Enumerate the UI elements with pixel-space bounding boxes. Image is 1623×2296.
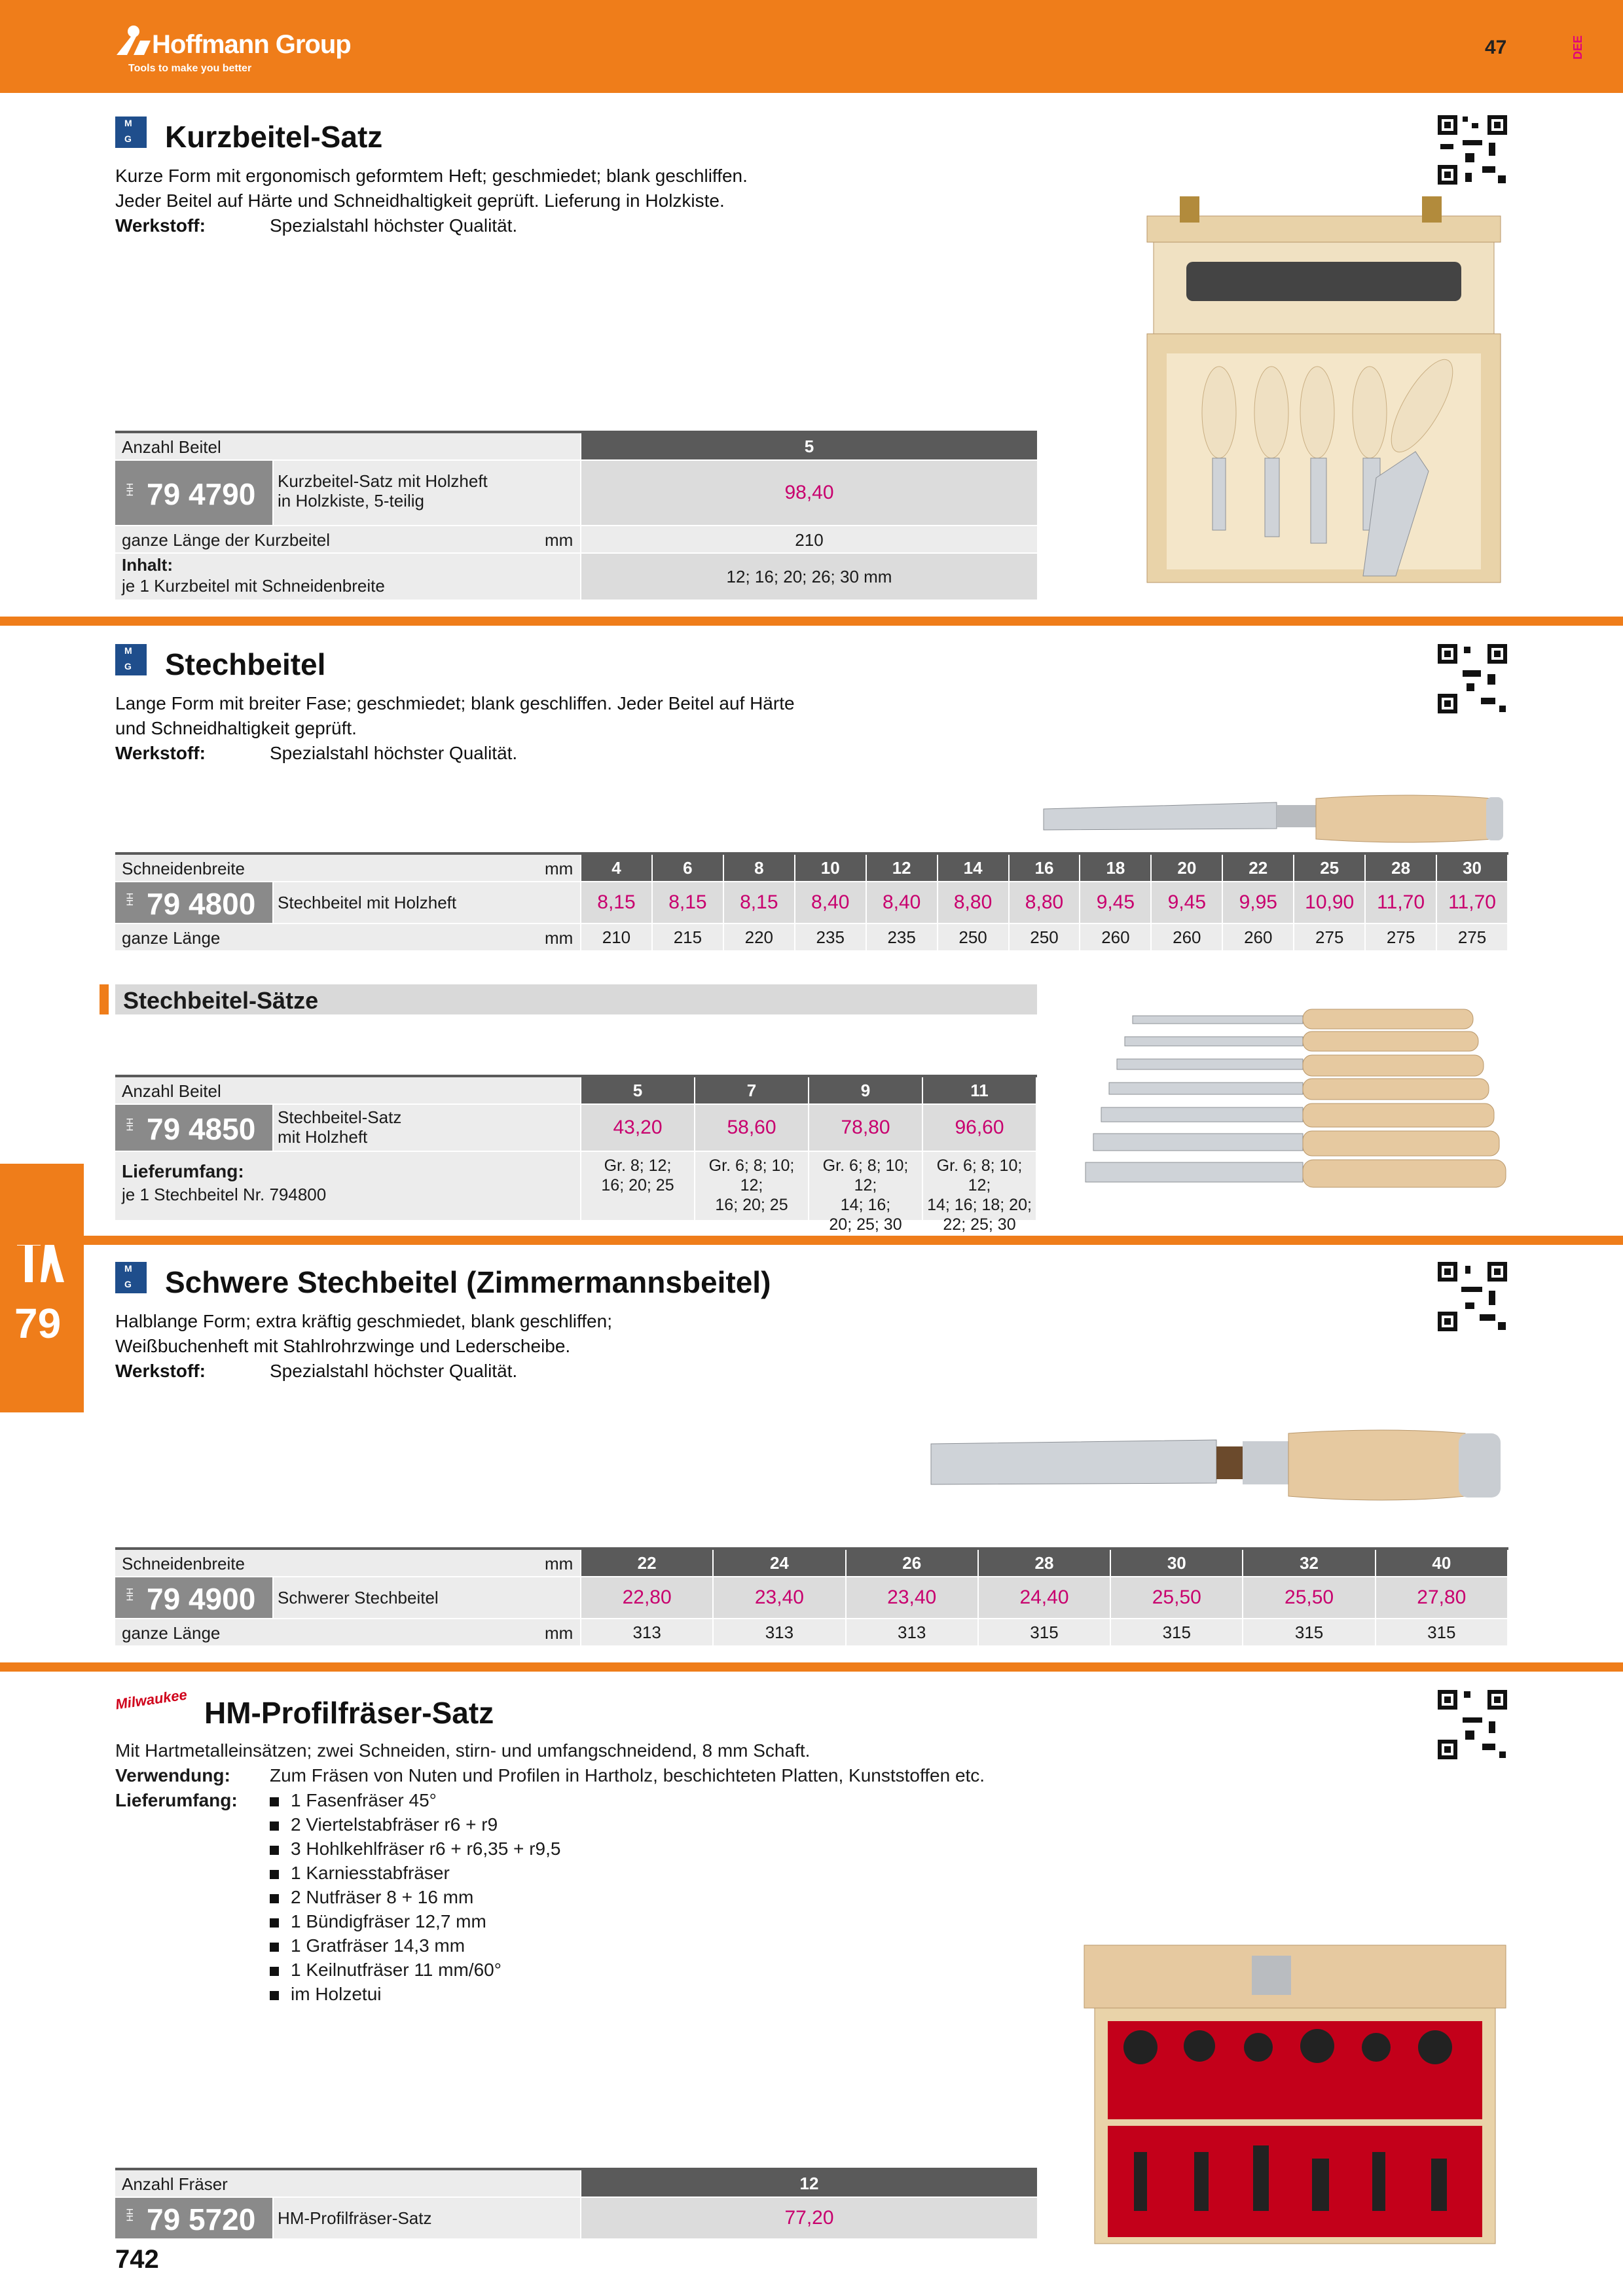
price-cell: 27,80	[1376, 1577, 1507, 1618]
width-header-cell: 8	[724, 855, 794, 881]
width-header-cell: 22	[581, 1550, 712, 1576]
contents-value: 12; 16; 20; 26; 30 mm	[581, 554, 1037, 600]
subsection-title: Stechbeitel-Sätze	[123, 987, 319, 1014]
article-number-box: HH 79 5720	[115, 2198, 272, 2238]
mg-brand-icon: M G	[115, 1262, 147, 1293]
table-header-label-cell: Anzahl Beitel	[115, 433, 580, 459]
bullet-icon	[270, 1797, 279, 1806]
subsection-bar	[115, 984, 1037, 1014]
material-label: Werkstoff:	[115, 743, 206, 763]
material-value: Spezialstahl höchster Qualität.	[270, 215, 518, 236]
qr-code-icon[interactable]	[1436, 643, 1508, 715]
price-cell: 22,80	[581, 1577, 712, 1618]
price-cell: 43,20	[581, 1105, 694, 1151]
width-header-cell: 20	[1152, 855, 1222, 881]
section-title-kurzbeitel: Kurzbeitel-Satz	[165, 120, 383, 154]
price-cell: 11,70	[1366, 882, 1436, 923]
table-header-label-cell: Schneidenbreite mm	[115, 1550, 580, 1576]
contents-label-row: Inhalt: je 1 Kurzbeitel mit Schneidenbreite	[115, 554, 580, 600]
length-value: 210	[581, 526, 1037, 552]
desc-line: und Schneidhaltigkeit geprüft.	[115, 718, 357, 738]
price-cell: 25,50	[1111, 1577, 1242, 1618]
mg-brand-icon: M G	[115, 644, 147, 675]
length-cell: 235	[795, 924, 866, 950]
length-cell: 315	[979, 1619, 1110, 1645]
price-cell: 78,80	[809, 1105, 922, 1151]
article-desc: Kurzbeitel-Satz mit Holzheft in Holzkiste, 5-teilig	[274, 461, 580, 525]
article-number-box: HH 79 4900	[115, 1577, 272, 1618]
delivery-label-row: Lieferumfang: je 1 Stechbeitel Nr. 794800	[115, 1152, 580, 1220]
width-header-cell: 4	[581, 855, 651, 881]
width-header-cell: 40	[1376, 1550, 1507, 1576]
bullet-icon	[270, 1894, 279, 1903]
mg-brand-icon: M G	[115, 117, 147, 148]
length-cell: 235	[867, 924, 937, 950]
length-cell: 260	[1152, 924, 1222, 950]
length-cell: 275	[1366, 924, 1436, 950]
contents-line: Gr. 8; 12;	[604, 1157, 672, 1175]
price-cell: 8,80	[938, 882, 1008, 923]
bullet-icon	[270, 1918, 279, 1928]
page-number: 742	[115, 2245, 159, 2274]
price-cell: 98,40	[581, 461, 1037, 525]
price-cell: 23,40	[847, 1577, 977, 1618]
delivery-list	[270, 1788, 560, 2006]
price-cell: 10,90	[1294, 882, 1364, 923]
contents-line: 22; 25; 30	[943, 1215, 1016, 1234]
contents-line: 14; 16; 18; 20;	[927, 1196, 1032, 1214]
count-header-cell: 7	[695, 1077, 808, 1103]
list-item: 2 Viertelstabfräser r6 + r9	[270, 1812, 560, 1837]
desc-line: Mit Hartmetalleinsätzen; zwei Schneiden, stirn- und umfangschneidend, 8 mm Schaft.	[115, 1740, 811, 1761]
price-cell: 9,45	[1080, 882, 1150, 923]
article-desc: Stechbeitel mit Holzheft	[274, 882, 580, 923]
width-header-cell: 18	[1080, 855, 1150, 881]
contents-cell	[581, 1152, 694, 1220]
width-header-cell: 6	[653, 855, 723, 881]
delivery-label: Lieferumfang:	[115, 1790, 238, 1810]
list-item: 2 Nutfräser 8 + 16 mm	[270, 1885, 560, 1909]
price-cell: 96,60	[923, 1105, 1036, 1151]
price-cell: 25,50	[1243, 1577, 1374, 1618]
contents-cell	[695, 1152, 808, 1220]
product-image-kurzbeitel-box	[1140, 190, 1507, 596]
section-title-schwere: Schwere Stechbeitel (Zimmermannsbeitel)	[165, 1265, 771, 1299]
list-item: 1 Fasenfräser 45°	[270, 1788, 560, 1812]
width-header-cell: 25	[1294, 855, 1364, 881]
length-cell: 313	[714, 1619, 845, 1645]
contents-line: Gr. 6; 8; 10; 12;	[708, 1157, 795, 1194]
length-cell: 275	[1294, 924, 1364, 950]
list-item: 1 Bündigfräser 12,7 mm	[270, 1909, 560, 1933]
count-header-row	[581, 1077, 1037, 1103]
table-header-label-cell: Schneidenbreite mm	[115, 855, 580, 881]
table-header-label-cell: Anzahl Beitel	[115, 1077, 580, 1103]
list-item: im Holzetui	[270, 1982, 560, 2006]
list-item: 1 Keilnutfräser 11 mm/60°	[270, 1958, 560, 1982]
section-desc	[115, 1309, 868, 1384]
article-desc: Schwerer Stechbeitel	[274, 1577, 580, 1618]
price-cell: 77,20	[581, 2198, 1037, 2238]
width-header-cell: 10	[795, 855, 866, 881]
qr-code-icon[interactable]	[1436, 1261, 1508, 1333]
article-number-box: HH 79 4800	[115, 882, 272, 923]
width-header-cell: 28	[1366, 855, 1436, 881]
material-label: Werkstoff:	[115, 1361, 206, 1381]
bullet-icon	[270, 1943, 279, 1952]
length-label-row: ganze Länge mm	[115, 1619, 580, 1645]
section-separator	[0, 1662, 1623, 1672]
bullet-icon	[270, 1870, 279, 1879]
width-header-cell: 14	[938, 855, 1008, 881]
chapter-tab	[0, 1164, 84, 1412]
usage-value: Zum Fräsen von Nuten und Profilen in Hartholz, beschichteten Platten, Kunststoffen etc.	[270, 1765, 985, 1785]
length-cell: 315	[1376, 1619, 1507, 1645]
list-item: 1 Karniesstabfräser	[270, 1861, 560, 1885]
section-separator	[0, 1236, 1623, 1245]
width-header-cell: 30	[1437, 855, 1507, 881]
desc-line: Weißbuchenheft mit Stahlrohrzwinge und Lederscheibe.	[115, 1336, 571, 1356]
count-header-cell: 9	[809, 1077, 922, 1103]
article-desc: Stechbeitel-Satz mit Holzheft	[274, 1105, 580, 1151]
contents-line: 16; 20; 25	[601, 1176, 674, 1194]
price-row	[581, 1105, 1037, 1151]
width-header-cell: 26	[847, 1550, 977, 1576]
table-header-label-cell: Anzahl Fräser	[115, 2170, 580, 2197]
price-cell: 8,15	[653, 882, 723, 923]
price-row	[581, 882, 1508, 923]
desc-line: Halblange Form; extra kräftig geschmiedet, blank geschliffen;	[115, 1311, 612, 1331]
width-header-row	[581, 855, 1508, 881]
article-number-box: HH 79 4850	[115, 1105, 272, 1151]
price-cell: 8,40	[867, 882, 937, 923]
qr-code-icon[interactable]	[1436, 114, 1508, 186]
price-cell: 58,60	[695, 1105, 808, 1151]
count-header-cell: 5	[581, 1077, 694, 1103]
contents-line: 16; 20; 25	[715, 1196, 788, 1214]
desc-line: Jeder Beitel auf Härte und Schneidhaltigkeit geprüft. Lieferung in Holzkiste.	[115, 190, 725, 211]
length-cell: 250	[938, 924, 1008, 950]
count-header-cell: 11	[923, 1077, 1036, 1103]
contents-line: Gr. 6; 8; 10; 12;	[936, 1157, 1023, 1194]
desc-line: Lange Form mit breiter Fase; geschmiedet; blank geschliffen. Jeder Beitel auf Härte	[115, 693, 795, 713]
width-header-cell: 24	[714, 1550, 845, 1576]
article-desc: HM-Profilfräser-Satz	[274, 2198, 580, 2238]
product-image-schwere-stechbeitel	[928, 1424, 1511, 1509]
price-cell: 9,45	[1152, 882, 1222, 923]
width-header-cell: 28	[979, 1550, 1110, 1576]
width-header-row	[581, 1550, 1508, 1576]
length-cell: 275	[1437, 924, 1507, 950]
length-cell: 250	[1010, 924, 1080, 950]
width-header-cell: 22	[1223, 855, 1293, 881]
length-row	[581, 1619, 1508, 1645]
section-title-fraeser: HM-Profilfräser-Satz	[204, 1696, 494, 1730]
chapter-number: 79	[14, 1300, 62, 1347]
bullet-icon	[270, 1991, 279, 2000]
length-label-row: ganze Länge der Kurzbeitel mm	[115, 526, 580, 552]
length-cell: 315	[1243, 1619, 1374, 1645]
length-cell: 315	[1111, 1619, 1242, 1645]
width-header-cell: 32	[1243, 1550, 1374, 1576]
length-cell: 215	[653, 924, 723, 950]
desc-line: Kurze Form mit ergonomisch geformtem Heft; geschmiedet; blank geschliffen.	[115, 166, 748, 186]
length-cell: 210	[581, 924, 651, 950]
price-cell: 23,40	[714, 1577, 845, 1618]
contents-line: 20; 25; 30	[829, 1215, 902, 1234]
brand-tagline: Tools to make you better	[128, 63, 252, 74]
section-separator	[0, 617, 1623, 626]
bullet-icon	[270, 1821, 279, 1831]
page-number-top: 47	[1485, 37, 1507, 58]
length-cell: 313	[847, 1619, 977, 1645]
product-image-stechbeitel	[1041, 783, 1512, 855]
price-cell: 24,40	[979, 1577, 1110, 1618]
width-header-cell: 30	[1111, 1550, 1242, 1576]
product-image-stechbeitel-saetze	[1080, 1003, 1512, 1219]
price-cell: 9,95	[1223, 882, 1293, 923]
table-header-value: 5	[581, 433, 1037, 459]
milwaukee-logo: Milwaukee	[114, 1686, 189, 1713]
list-item: 1 Gratfräser 14,3 mm	[270, 1933, 560, 1958]
usage-label: Verwendung:	[115, 1765, 230, 1785]
length-label-row: ganze Länge mm	[115, 924, 580, 950]
qr-code-icon[interactable]	[1436, 1689, 1508, 1761]
section-desc	[115, 691, 868, 766]
price-cell: 8,15	[724, 882, 794, 923]
length-cell: 220	[724, 924, 794, 950]
length-row	[581, 924, 1508, 950]
price-cell: 8,80	[1010, 882, 1080, 923]
material-value: Spezialstahl höchster Qualität.	[270, 1361, 518, 1381]
length-cell: 260	[1223, 924, 1293, 950]
contents-cell	[809, 1152, 922, 1234]
contents-line: 14; 16;	[840, 1196, 891, 1214]
list-item: 3 Hohlkehlfräser r6 + r6,35 + r9,5	[270, 1837, 560, 1861]
bullet-icon	[270, 1967, 279, 1976]
article-number-box: HH 79 4790	[115, 461, 272, 525]
material-label: Werkstoff:	[115, 215, 206, 236]
section-title-stechbeitel: Stechbeitel	[165, 647, 326, 681]
length-cell: 260	[1080, 924, 1150, 950]
material-value: Spezialstahl höchster Qualität.	[270, 743, 518, 763]
bullet-icon	[270, 1846, 279, 1855]
contents-line: Gr. 6; 8; 10; 12;	[822, 1157, 909, 1194]
price-cell: 8,40	[795, 882, 866, 923]
price-cell: 8,15	[581, 882, 651, 923]
section-desc	[115, 164, 868, 238]
width-header-cell: 12	[867, 855, 937, 881]
table-header-value: 12	[581, 2170, 1037, 2197]
contents-cell	[923, 1152, 1036, 1234]
length-cell: 313	[581, 1619, 712, 1645]
brand-name: Hoffmann Group	[152, 30, 351, 59]
price-cell: 11,70	[1437, 882, 1507, 923]
product-image-fraeser-box	[1082, 1943, 1508, 2250]
region-code: DEE	[1571, 35, 1584, 60]
contents-row	[581, 1152, 1037, 1234]
width-header-cell: 16	[1010, 855, 1080, 881]
price-row	[581, 1577, 1508, 1618]
hoffmann-logo-icon	[114, 22, 153, 58]
